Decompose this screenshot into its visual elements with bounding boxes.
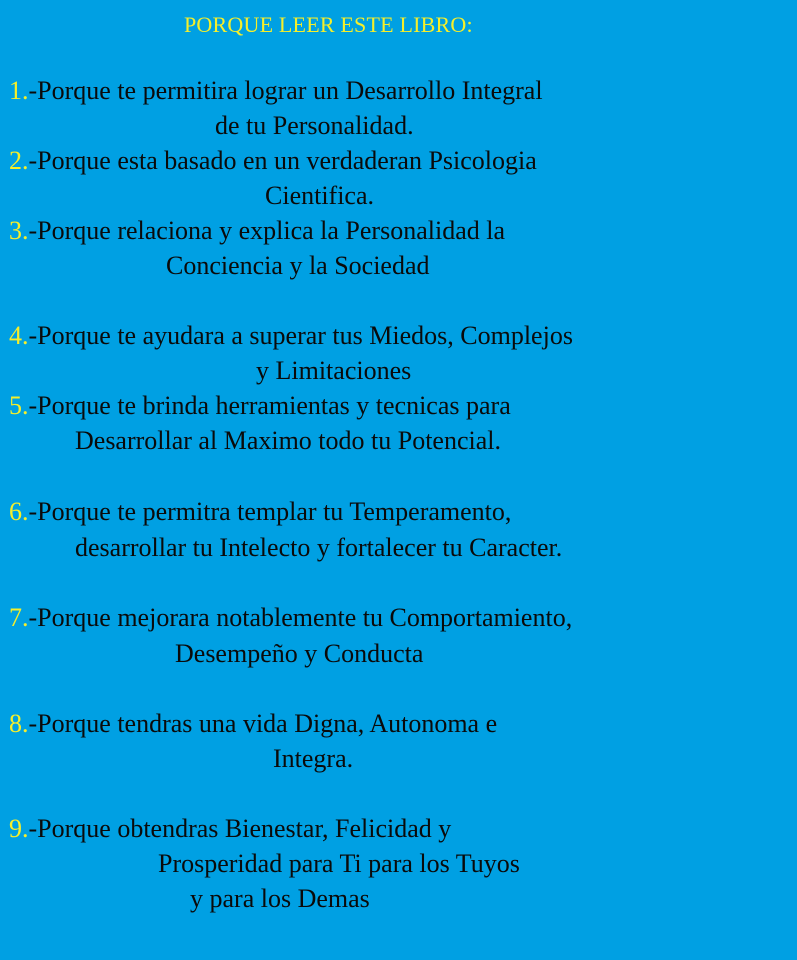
list-item-8 [9, 711, 497, 737]
item-text: Porque tendras una vida Digna, Autonoma e [37, 709, 498, 738]
list-item-1 [9, 78, 543, 104]
item-continuation: Desarrollar al Maximo todo tu Potencial. [75, 426, 502, 455]
list-item-4 [9, 323, 573, 349]
item-dash: - [28, 391, 38, 420]
item-text: Porque relaciona y explica la Personalidad la [37, 216, 505, 245]
item-number: 5. [9, 391, 29, 420]
list-item-7 [9, 605, 572, 631]
item-dash: - [28, 146, 38, 175]
item-continuation: Prosperidad para Ti para los Tuyos [158, 849, 520, 878]
item-continuation: Integra. [273, 744, 354, 773]
item-number: 3. [9, 216, 29, 245]
item-dash: - [28, 321, 38, 350]
item-text: Porque esta basado en un verdaderan Psicologia [37, 146, 537, 175]
item-dash: - [28, 603, 38, 632]
item-continuation: Desempeño y Conducta [175, 639, 424, 668]
item-continuation: desarrollar tu Intelecto y fortalecer tu Caracter. [75, 533, 563, 562]
item-dash: - [28, 709, 38, 738]
item-continuation: Cientifica. [265, 181, 375, 210]
item-text: Porque te ayudara a superar tus Miedos, Complejos [37, 321, 573, 350]
item-text: Porque te permitra templar tu Temperamento, [37, 497, 512, 526]
item-number: 8. [9, 709, 29, 738]
item-number: 7. [9, 603, 29, 632]
item-number: 4. [9, 321, 29, 350]
item-number: 1. [9, 76, 29, 105]
item-number: 6. [9, 497, 29, 526]
item-continuation: y para los Demas [190, 884, 370, 913]
list-item-9 [9, 816, 451, 842]
item-text: Porque te permitira lograr un Desarrollo Integral [37, 76, 543, 105]
item-continuation: y Limitaciones [256, 356, 412, 385]
item-continuation: de tu Personalidad. [215, 111, 414, 140]
list-item-3 [9, 218, 505, 244]
item-text: Porque mejorara notablemente tu Comportamiento, [37, 603, 573, 632]
item-number: 9. [9, 814, 29, 843]
list-item-5 [9, 393, 511, 419]
item-text: Porque te brinda herramientas y tecnicas para [37, 391, 511, 420]
item-number: 2. [9, 146, 29, 175]
list-item-6 [9, 499, 511, 525]
item-continuation: Conciencia y la Sociedad [166, 251, 430, 280]
page-title: PORQUE LEER ESTE LIBRO: [184, 12, 473, 37]
item-dash: - [28, 76, 38, 105]
item-dash: - [28, 497, 38, 526]
list-item-2 [9, 148, 537, 174]
item-dash: - [28, 216, 38, 245]
item-dash: - [28, 814, 38, 843]
item-text: Porque obtendras Bienestar, Felicidad y [37, 814, 452, 843]
